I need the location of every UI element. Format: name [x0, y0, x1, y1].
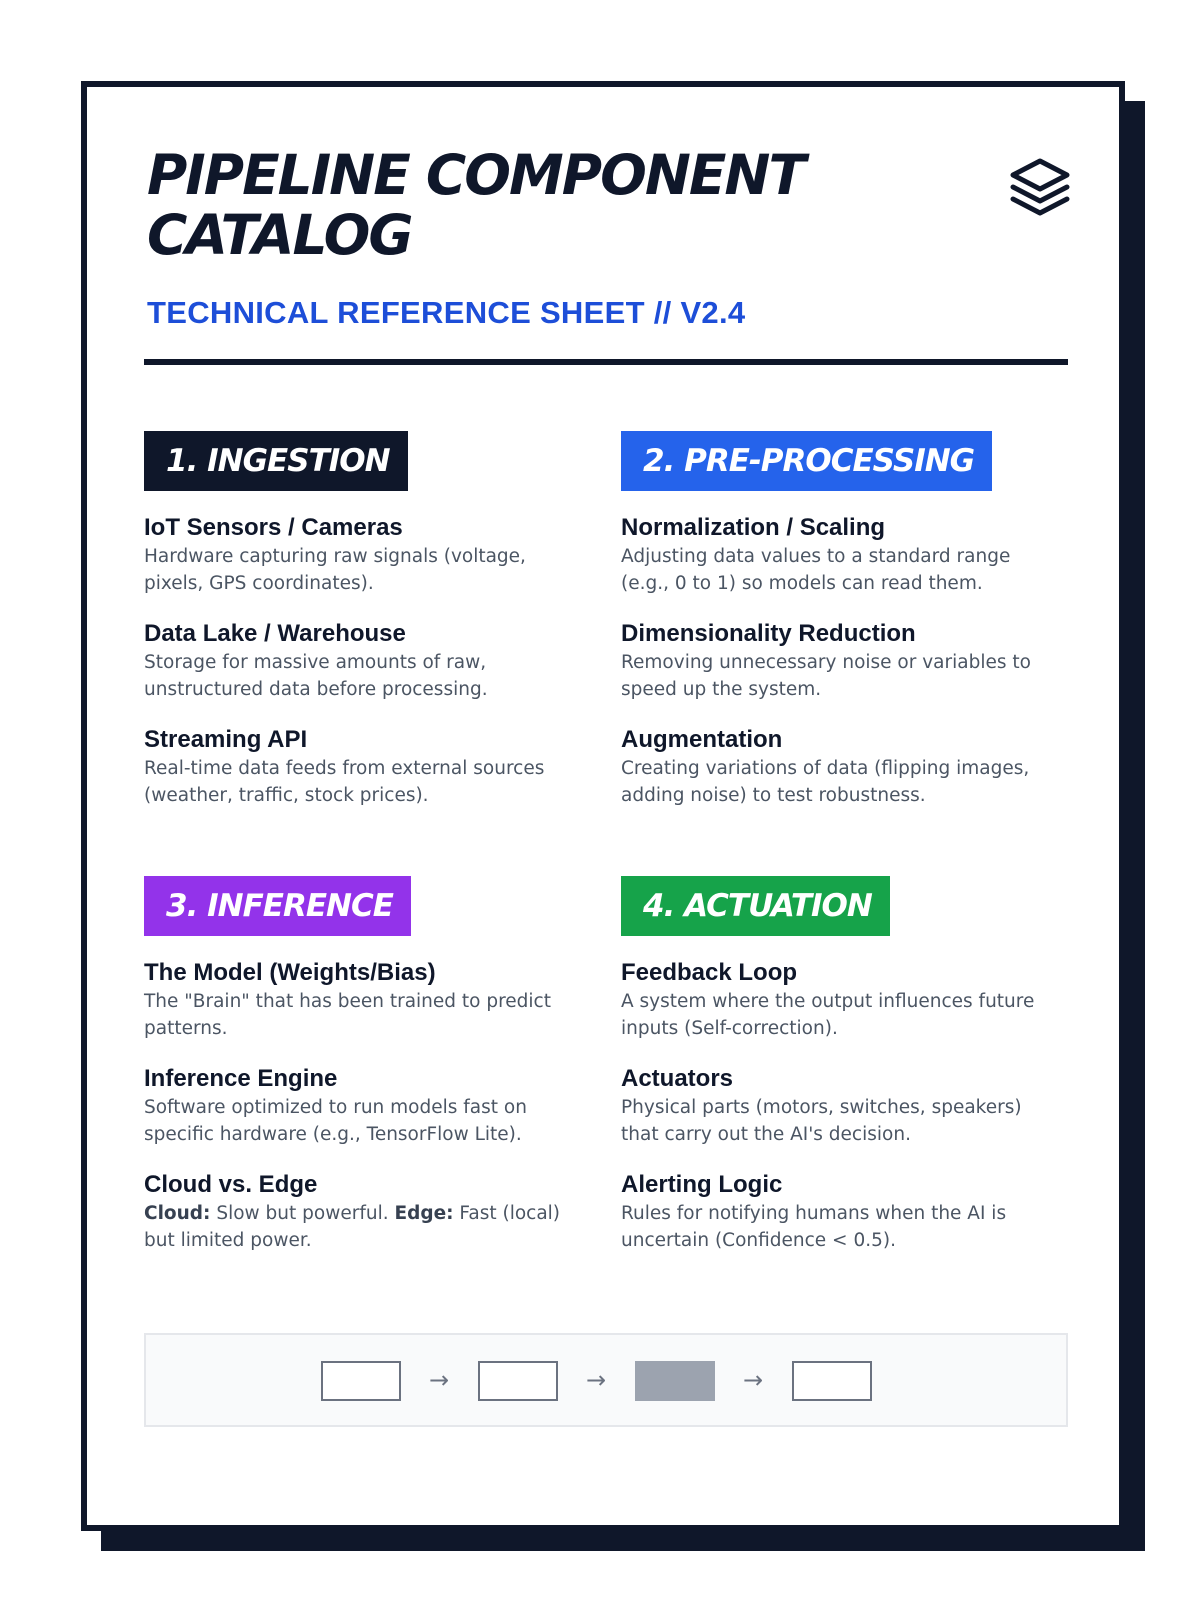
- item-description: Rules for notifying humans when the AI is uncertain (Confidence < 0.5).: [621, 1203, 1007, 1251]
- item-title: Normalization / Scaling: [621, 514, 886, 541]
- cloud-text: Slow but powerful.: [210, 1203, 395, 1224]
- arrow-right-icon: →: [428, 1366, 450, 1394]
- arrow-right-icon: →: [742, 1366, 764, 1394]
- page-subtitle: TECHNICAL REFERENCE SHEET // V2.4: [147, 295, 746, 330]
- item-title: The Model (Weights/Bias): [144, 959, 436, 986]
- item-title: Feedback Loop: [621, 959, 798, 986]
- list-item: [144, 513, 574, 597]
- item-title: IoT Sensors / Cameras: [144, 514, 403, 541]
- item-description: Physical parts (motors, switches, speakers) that carry out the AI's decision.: [621, 1097, 1022, 1145]
- reference-sheet: [81, 81, 1125, 1531]
- item-description: Real-time data feeds from external sources (weather, traffic, stock prices).: [144, 758, 545, 806]
- item-description: Adjusting data values to a standard range (e.g., 0 to 1) so models can read them.: [621, 546, 1011, 594]
- section-pre-processing: [621, 431, 1051, 831]
- edge-text: Fast (local) but limited power.: [144, 1203, 561, 1251]
- arrow-right-icon: →: [585, 1366, 607, 1394]
- item-title: Cloud vs. Edge: [144, 1171, 318, 1198]
- list-item: [621, 619, 1051, 703]
- cloud-label: Cloud:: [144, 1203, 211, 1224]
- header-divider: [144, 359, 1068, 365]
- flow-step-1: [321, 1361, 401, 1401]
- list-item: [144, 958, 574, 1042]
- item-description: Software optimized to run models fast on specific hardware (e.g., TensorFlow Lite).: [144, 1097, 527, 1145]
- layers-icon: [1007, 155, 1073, 221]
- header: [147, 145, 1067, 331]
- section-inference: [144, 876, 574, 1276]
- item-title: Data Lake / Warehouse: [144, 620, 406, 647]
- list-item: [621, 958, 1051, 1042]
- item-title: Actuators: [621, 1065, 734, 1092]
- section-tag: 4. ACTUATION: [621, 876, 890, 936]
- flow-step-2: [478, 1361, 558, 1401]
- flow-step-3-active: [635, 1361, 715, 1401]
- item-description: Creating variations of data (flipping images, adding noise) to test robustness.: [621, 758, 1030, 806]
- section-tag: 2. PRE-PROCESSING: [621, 431, 992, 491]
- item-description: Removing unnecessary noise or variables to speed up the system.: [621, 652, 1031, 700]
- pipeline-flow-diagram: [144, 1333, 1068, 1427]
- list-item: [621, 1064, 1051, 1148]
- item-title: Dimensionality Reduction: [621, 620, 916, 647]
- item-description: [144, 1200, 574, 1254]
- section-actuation: [621, 876, 1051, 1276]
- section-ingestion: [144, 431, 574, 831]
- list-item: [621, 725, 1051, 809]
- item-description: The "Brain" that has been trained to predict patterns.: [144, 991, 551, 1039]
- section-tag: 1. INGESTION: [144, 431, 408, 491]
- list-item: [621, 513, 1051, 597]
- list-item: [144, 619, 574, 703]
- list-item: [621, 1170, 1051, 1254]
- item-title: Inference Engine: [144, 1065, 338, 1092]
- list-item: [144, 1064, 574, 1148]
- item-title: Streaming API: [144, 726, 308, 753]
- page-title: PIPELINE COMPONENT CATALOG: [147, 143, 804, 267]
- list-item: [144, 725, 574, 809]
- item-description: A system where the output influences future inputs (Self-correction).: [621, 991, 1035, 1039]
- section-tag: 3. INFERENCE: [144, 876, 411, 936]
- flow-step-4: [792, 1361, 872, 1401]
- item-description: Storage for massive amounts of raw, unstructured data before processing.: [144, 652, 488, 700]
- item-title: Alerting Logic: [621, 1171, 783, 1198]
- item-title: Augmentation: [621, 726, 783, 753]
- item-description: Hardware capturing raw signals (voltage, pixels, GPS coordinates).: [144, 546, 526, 594]
- edge-label: Edge:: [394, 1203, 454, 1224]
- list-item: [144, 1170, 574, 1254]
